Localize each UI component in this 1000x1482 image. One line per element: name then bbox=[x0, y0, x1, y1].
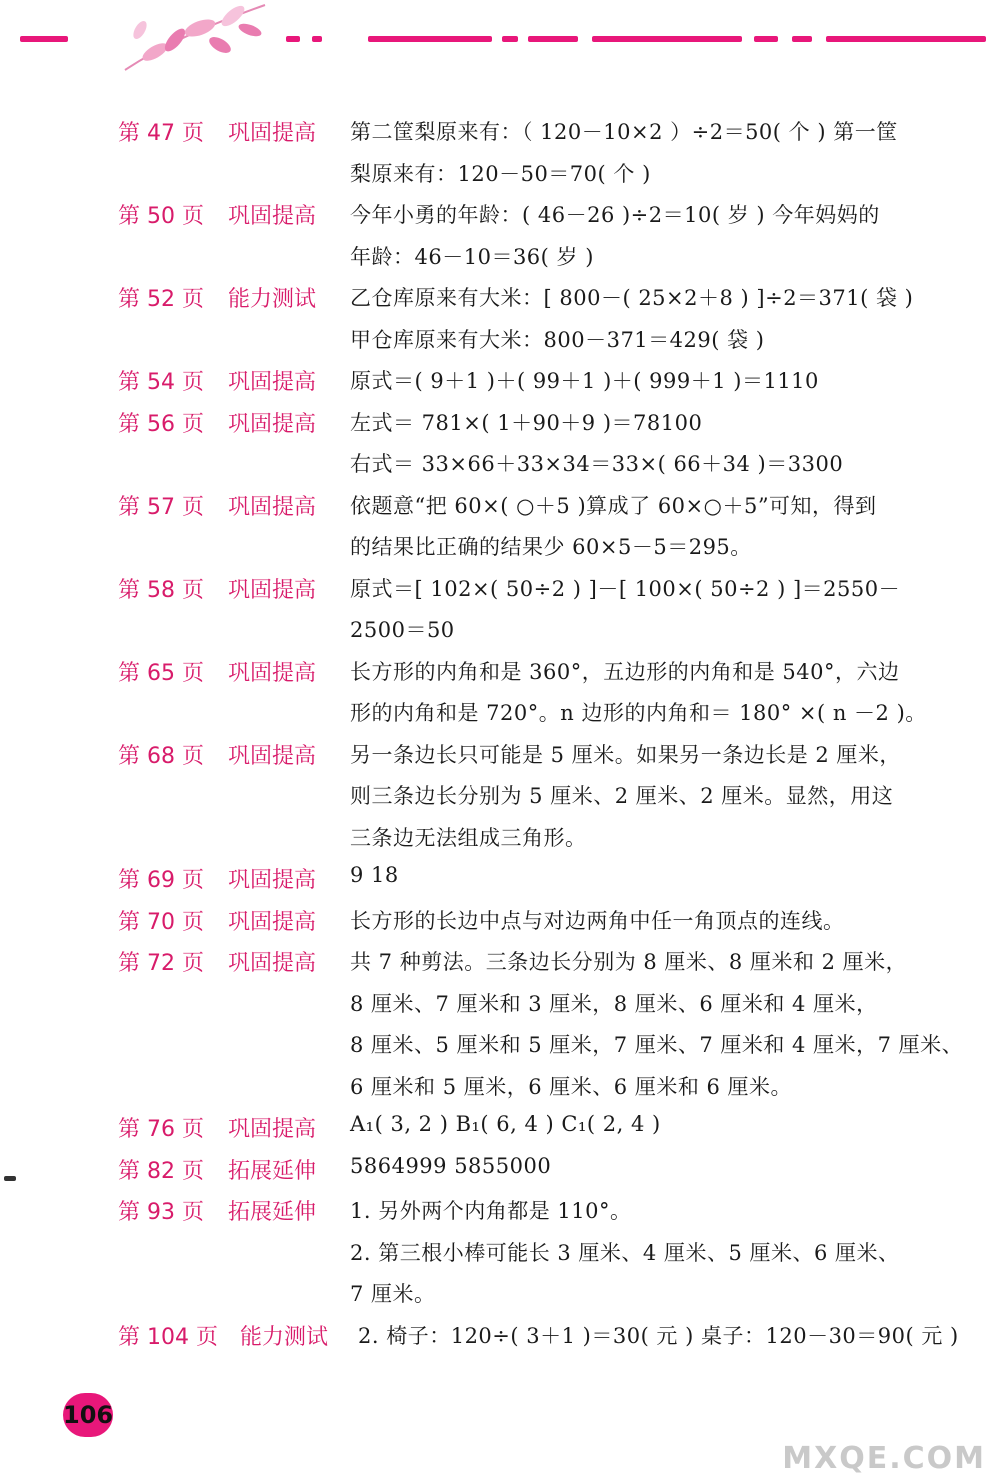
answer-line: 右式＝ 33×66＋33×34＝33×( 66＋34 )＝3300 bbox=[350, 452, 844, 476]
page-ref: 第 56 页 bbox=[118, 411, 204, 437]
answer-line: 2. 第三根小棒可能长 3 厘米、4 厘米、5 厘米、6 厘米、 bbox=[350, 1240, 900, 1265]
answer-line: 9 18 bbox=[350, 863, 399, 887]
answer-line: 第二筐梨原来有：（ 120－10×2 ）÷2＝50( 个 ) 第一筐 bbox=[350, 120, 898, 144]
category-label: 能力测试 bbox=[240, 1324, 329, 1350]
answer-line: 原式＝[ 102×( 50÷2 ) ]－[ 100×( 50÷2 ) ]＝2550－ bbox=[350, 576, 901, 601]
answer-line: 三条边无法组成三角形。 bbox=[350, 825, 587, 850]
category-label: 巩固提高 bbox=[228, 121, 317, 146]
page-ref: 第 69 页 bbox=[118, 868, 204, 893]
category-label: 巩固提高 bbox=[228, 577, 317, 603]
answer-line: 今年小勇的年龄：( 46－26 )÷2＝10( 岁 ) 今年妈妈的 bbox=[350, 203, 880, 227]
page-ref: 第 58 页 bbox=[118, 577, 204, 603]
answer-line: 梨原来有：120－50＝70( 个 ) bbox=[350, 161, 651, 186]
page-ref: 第 104 页 bbox=[118, 1324, 218, 1350]
category-label: 巩固提高 bbox=[228, 204, 317, 229]
margin-mark bbox=[4, 1176, 16, 1181]
answer-line: 形的内角和是 720°。n 边形的内角和＝ 180° ×( n －2 )。 bbox=[350, 701, 927, 725]
category-label: 巩固提高 bbox=[228, 411, 317, 437]
answer-line: 7 厘米。 bbox=[350, 1282, 436, 1306]
answer-line: 2500＝50 bbox=[350, 618, 455, 642]
category-label: 巩固提高 bbox=[228, 660, 317, 686]
answer-line: 5864999 5855000 bbox=[350, 1153, 552, 1178]
category-label: 巩固提高 bbox=[228, 494, 317, 520]
page-ref: 第 65 页 bbox=[118, 660, 204, 686]
answer-line: 的结果比正确的结果少 60×5－5＝295。 bbox=[350, 535, 752, 559]
header-decoration bbox=[0, 0, 1000, 80]
page-ref: 第 54 页 bbox=[118, 370, 204, 395]
page-ref: 第 72 页 bbox=[118, 951, 204, 976]
answer-line: 共 7 种剪法。三条边长分别为 8 厘米、8 厘米和 2 厘米， bbox=[350, 950, 908, 974]
page-ref: 第 57 页 bbox=[118, 494, 204, 520]
category-label: 拓展延伸 bbox=[228, 1158, 317, 1184]
category-label: 能力测试 bbox=[228, 287, 317, 312]
page-ref: 第 70 页 bbox=[118, 909, 204, 935]
answer-line: 6 厘米和 5 厘米，6 厘米、6 厘米和 6 厘米。 bbox=[350, 1074, 793, 1099]
category-label: 巩固提高 bbox=[228, 1117, 317, 1142]
page-ref: 第 68 页 bbox=[118, 743, 204, 769]
answer-line: 8 厘米、7 厘米和 3 厘米，8 厘米、6 厘米和 4 厘米， bbox=[350, 991, 878, 1016]
page-ref: 第 93 页 bbox=[118, 1200, 204, 1225]
answer-line: 乙仓库原来有大米：[ 800－( 25×2＋8 ) ]÷2＝371( 袋 ) bbox=[350, 286, 914, 310]
page-ref: 第 76 页 bbox=[118, 1117, 204, 1142]
answer-line: 则三条边长分别为 5 厘米、2 厘米、2 厘米。显然，用这 bbox=[350, 784, 894, 808]
category-label: 巩固提高 bbox=[228, 743, 317, 769]
category-label: 巩固提高 bbox=[228, 370, 317, 395]
answer-line: A₁( 3, 2 ) B₁( 6, 4 ) C₁( 2, 4 ) bbox=[350, 1112, 661, 1136]
page-ref: 第 82 页 bbox=[118, 1158, 204, 1184]
answer-line: 长方形的内角和是 360°，五边形的内角和是 540°，六边 bbox=[350, 659, 900, 684]
answer-line: 另一条边长只可能是 5 厘米。如果另一条边长是 2 厘米， bbox=[350, 742, 901, 767]
answer-line: 1. 另外两个内角都是 110°。 bbox=[350, 1199, 632, 1223]
answer-line: 长方形的长边中点与对边两角中任一角顶点的连线。 bbox=[350, 908, 845, 933]
page-ref: 第 50 页 bbox=[118, 204, 204, 229]
answer-line: 2. 椅子：120÷( 3＋1 )＝30( 元 ) 桌子：120－30＝90( 元 ) bbox=[358, 1323, 959, 1348]
page-ref: 第 47 页 bbox=[118, 121, 204, 146]
answer-line: 原式＝( 9＋1 )＋( 99＋1 )＋( 999＋1 )＝1110 bbox=[350, 369, 819, 393]
category-label: 拓展延伸 bbox=[228, 1200, 317, 1225]
page-number-badge: 106 bbox=[63, 1393, 113, 1437]
answer-line: 年龄：46－10＝36( 岁 ) bbox=[350, 244, 594, 269]
flower-branch-icon bbox=[115, 0, 275, 80]
page-ref: 第 52 页 bbox=[118, 287, 204, 312]
category-label: 巩固提高 bbox=[228, 951, 317, 976]
category-label: 巩固提高 bbox=[228, 868, 317, 893]
answer-line: 甲仓库原来有大米：800－371＝429( 袋 ) bbox=[350, 327, 765, 352]
watermark-logo: MXQE.COM bbox=[782, 1441, 986, 1476]
category-label: 巩固提高 bbox=[228, 909, 317, 935]
answer-line: 左式＝ 781×( 1＋90＋9 )＝78100 bbox=[350, 410, 703, 435]
answer-line: 依题意“把 60×( ○＋5 )算成了 60×○＋5”可知，得到 bbox=[350, 493, 877, 518]
answer-line: 8 厘米、5 厘米和 5 厘米，7 厘米、7 厘米和 4 厘米，7 厘米、 bbox=[350, 1033, 964, 1057]
